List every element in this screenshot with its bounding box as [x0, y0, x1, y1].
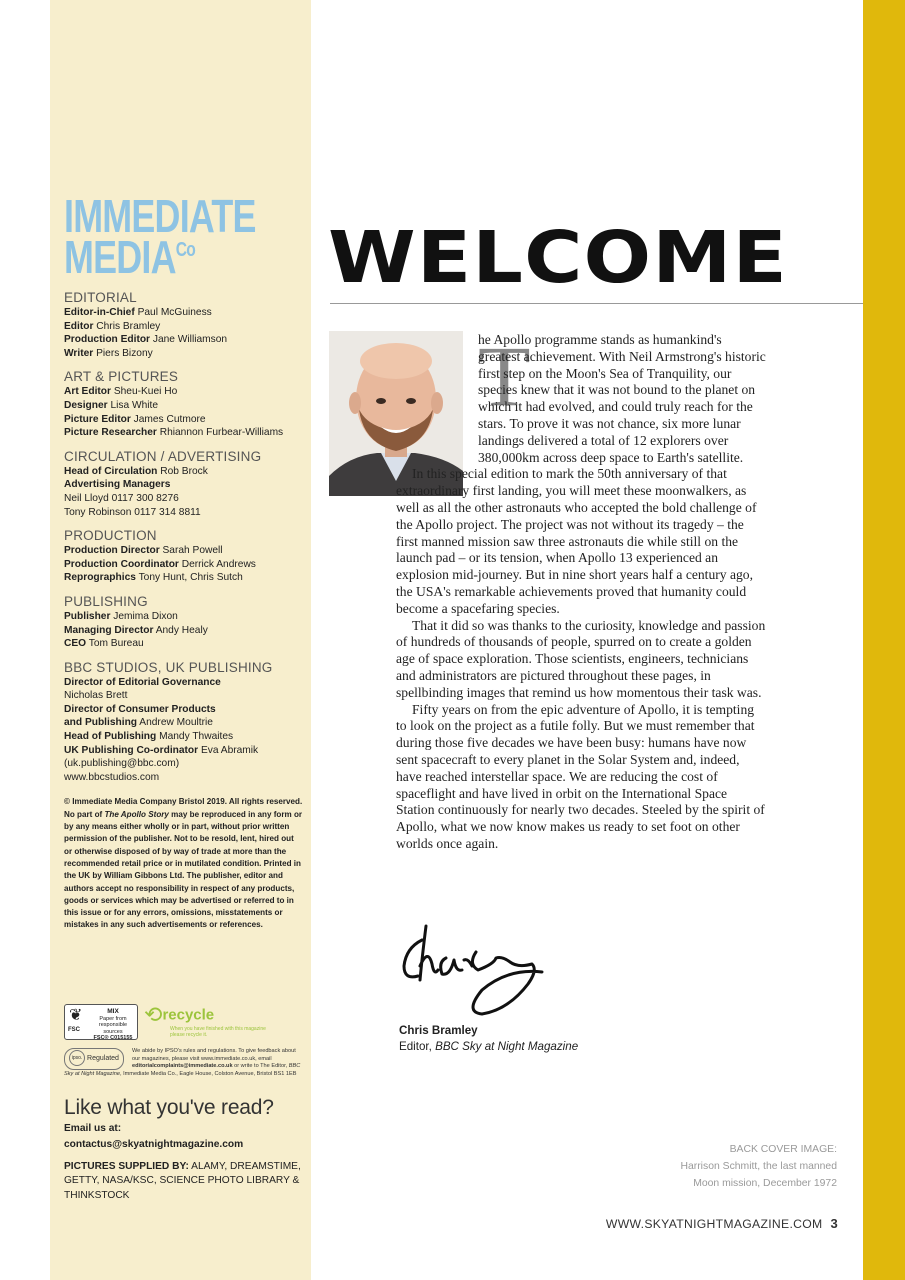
recycle-word: recycle: [162, 1006, 215, 1024]
signoff-role: Editor, BBC Sky at Night Magazine: [399, 1040, 579, 1053]
ipso-notice: ipso. Regulated We abide by IPSO's rules and regulations. To give feedback about our magazines, please visit www.immediate.co.uk, email editorialcomplaints@immediate.co.uk or write to The Editor, BBC Sky at Night Magazine, Immediate Media Co., Eagle House, Colston Avenue, Bristol BS1 1EB: [64, 1048, 301, 1077]
back-cover-label: BACK COVER IMAGE:: [729, 1144, 837, 1155]
recycle-badge: [144, 1004, 270, 1038]
logo-line-2: [64, 231, 236, 284]
recycle-icon: ⟲: [144, 1002, 163, 1027]
credit-line: Production Coordinator Derrick Andrews: [64, 558, 256, 570]
credit-line: and Publishing Andrew Moultrie: [64, 717, 213, 729]
section-title: CIRCULATION / ADVERTISING: [64, 448, 262, 464]
section-title: BBC STUDIOS, UK PUBLISHING: [64, 659, 273, 675]
credit-line: Tony Robinson 0117 314 8811: [64, 506, 201, 518]
art-section: [64, 369, 304, 439]
credit-role: Director of Editorial Governance: [64, 676, 221, 688]
credit-line: Picture Editor James Cutmore: [64, 413, 206, 425]
article-paragraph: Fifty years on from the epic adventure of Apollo, it is tempting to look on the project as a futile folly. But we must remember that during those five decades we have been busy: humans have now sent spacecraft to every planet in the Solar System and, indeed, have reached interstellar space. We are reducing the cost of spaceflight and have lived in orbit on the International Space Station continuously for nearly two decades. Steeled by the spirit of Apollo, what we now know makes us ready to set foot on other worlds once again.: [396, 701, 765, 851]
legal-notice: © Immediate Media Company Bristol 2019. All rights reserved. No part of The Apollo Story may be reproduced in any form or by any means either wholly or in part, without prior written permission of the publisher. Not to be resold, lent, hired out or otherwise disposed of by way of trade at more than the recommended retail price or in mutilated condition. Printed in the UK by William Gibbons Ltd. The publisher, editor and authors accept no responsibility in respect of any products, goods or services which may be advertised or referred to in this issue or for any errors, omissions, misstatements or mistakes in any such advertisements or references.: [64, 797, 303, 930]
credit-line: Picture Researcher Rhiannon Furbear-Williams: [64, 427, 284, 439]
logo-co: Co: [175, 239, 195, 262]
section-title: ART & PICTURES: [64, 369, 179, 385]
credit-line: Head of Publishing Mandy Thwaites: [64, 731, 234, 743]
contact-title: Like what you've read?: [64, 1096, 274, 1119]
fsc-text: MIX Paper from responsible sources FSC® C015155: [93, 1008, 133, 1041]
fsc-label: FSC: [68, 1027, 80, 1033]
back-cover-line: Harrison Schmitt, the last manned: [680, 1161, 837, 1172]
publishing-section: [64, 594, 304, 651]
circulation-section: [64, 449, 304, 519]
page-footer: [580, 1216, 838, 1231]
credit-line: Editor-in-Chief Paul McGuiness: [64, 307, 212, 318]
ipso-badge: ipso. Regulated: [64, 1048, 124, 1070]
ipso-logo-icon: ipso.: [69, 1050, 85, 1066]
fsc-badge: [64, 1004, 138, 1040]
article-paragraph: That it did so was thanks to the curiosity, knowledge and passion of hundreds of thousands of people, spurred on to create a golden age of space exploration. Those scientists, engineers, technicians and administrators are pictured throughout these pages, in spellbinding images that remind us how momentous their task was.: [396, 617, 766, 700]
credit-line: Production Editor Jane Williamson: [64, 334, 228, 346]
credit-role: Director of Consumer Products: [64, 703, 216, 715]
certification-badges: [64, 1004, 304, 1040]
credit-line: UK Publishing Co-ordinator Eva Abramik: [64, 744, 259, 756]
pictures-credit: PICTURES SUPPLIED BY: ALAMY, DREAMSTIME, GETTY, NASA/KSC, SCIENCE PHOTO LIBRARY & THINKSTOCK: [64, 1161, 301, 1201]
signoff-name: Chris Bramley: [399, 1024, 478, 1037]
back-cover-caption: [680, 1141, 837, 1192]
page-number: 3: [830, 1216, 838, 1231]
logo-media-text: MEDIA: [64, 231, 176, 284]
credit-role: Advertising Managers: [64, 479, 171, 491]
bbc-website: www.bbcstudios.com: [64, 771, 160, 783]
contact-email-label: Email us at:: [64, 1123, 122, 1134]
article-paragraph: In this special edition to mark the 50th anniversary of that extraordinary first landing, you will meet these moonwalkers, as well as all the other astronauts who accepted the bold challenge of the Apollo project. The project was not without its tragedy – the first manned mission saw three astronauts die while still on the launch pad – or its tension, when Apollo 13 experienced an explosion mid-journey. But in nine short years half a century ago, the USA's remarkable achievements proved that humanity could become a spacefaring species.: [396, 466, 757, 616]
credit-line: Neil Lloyd 0117 300 8276: [64, 492, 179, 504]
editorial-section: [64, 290, 304, 360]
credit-line: Publisher Jemima Dixon: [64, 610, 178, 622]
credit-line: Reprographics Tony Hunt, Chris Sutch: [64, 572, 243, 584]
production-section: [64, 528, 304, 585]
credit-line: Writer Piers Bizony: [64, 347, 153, 359]
editor-signature: [398, 918, 558, 1018]
credit-line: Production Director Sarah Powell: [64, 545, 223, 557]
ipso-email: editorialcomplaints@immediate.co.uk: [132, 1063, 233, 1070]
contact-block: [64, 1096, 304, 1203]
drop-cap: T: [478, 328, 531, 424]
credit-line: Editor Chris Bramley: [64, 320, 161, 332]
recycle-subtext: When you have finished with this magazine please recycle it.: [170, 1026, 266, 1038]
credit-line: Art Editor Sheu-Kuei Ho: [64, 386, 178, 398]
credit-line: CEO Tom Bureau: [64, 638, 144, 650]
section-title: PUBLISHING: [64, 593, 148, 609]
footer-url: WWW.SKYATNIGHTMAGAZINE.COM: [605, 1217, 823, 1231]
contact-email: contactus@skyatnightmagazine.com: [64, 1139, 244, 1150]
article-paragraph: he Apollo programme stands as humankind's greatest achievement. With Neil Armstrong's historic first step on the Moon's Sea of Tranquility, our species knew that it was not bound to the planet on which it had evolved, and could truly reach for the stars. To prove it was not chance, six more lunar landings delivered a total of 12 explorers over 380,000km across deep space to Earth's satellite.: [478, 332, 766, 465]
masthead: [64, 290, 304, 932]
gold-edge-bar: [863, 0, 905, 1280]
section-title: PRODUCTION: [64, 528, 157, 544]
fsc-tree-icon: ❦: [69, 1007, 83, 1024]
page-title: WELCOME: [328, 216, 788, 299]
logo-line-1: IMMEDIATE: [64, 190, 256, 242]
immediate-media-logo: [64, 190, 284, 284]
title-divider: [330, 303, 863, 304]
credit-line: Designer Lisa White: [64, 399, 159, 411]
section-title: EDITORIAL: [64, 290, 137, 305]
credit-line: Nicholas Brett: [64, 690, 128, 702]
bbc-section: [64, 660, 304, 785]
back-cover-line: Moon mission, December 1972: [693, 1178, 837, 1189]
article-body: [396, 328, 766, 853]
credit-line: Managing Director Andy Healy: [64, 624, 208, 636]
credit-email: (uk.publishing@bbc.com): [64, 758, 180, 770]
credit-line: Head of Circulation Rob Brock: [64, 465, 208, 477]
